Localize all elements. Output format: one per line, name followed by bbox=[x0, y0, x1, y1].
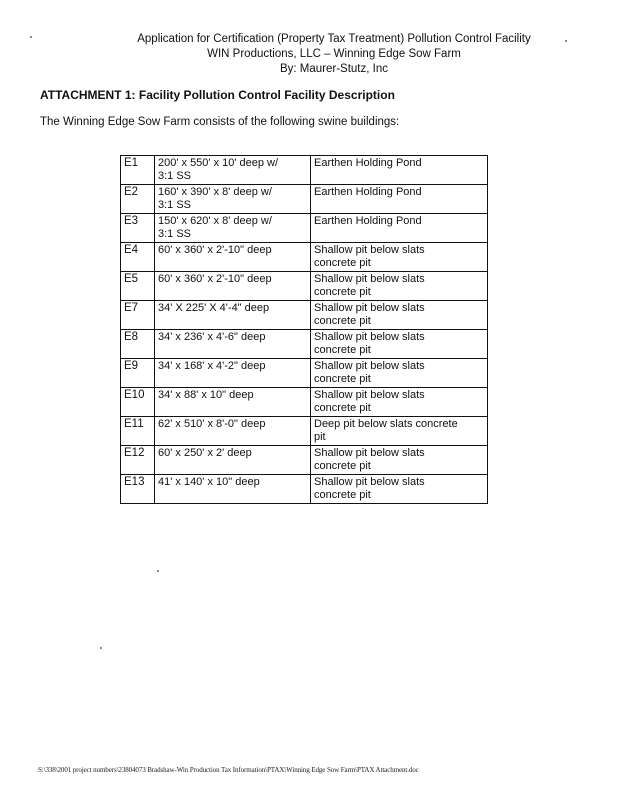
header-title: Application for Certification (Property Tax Treatment) Pollution Control Facility bbox=[137, 33, 531, 45]
dimensions-cell bbox=[155, 214, 311, 243]
cell-line: E1 bbox=[124, 157, 139, 169]
cell-line: concrete pit bbox=[314, 286, 371, 298]
table-row bbox=[121, 330, 488, 359]
pit-type-cell bbox=[311, 446, 488, 475]
dimensions-cell bbox=[155, 475, 311, 504]
table-row bbox=[121, 301, 488, 330]
cell-line: pit bbox=[314, 431, 326, 443]
cell-line: Earthen Holding Pond bbox=[314, 186, 422, 198]
cell-line: E10 bbox=[124, 389, 145, 401]
table-row bbox=[121, 272, 488, 301]
cell-line: concrete pit bbox=[314, 402, 371, 414]
cell-line: 60' x 360' x 2'-10" deep bbox=[158, 244, 272, 256]
pit-type-cell bbox=[311, 359, 488, 388]
intro-text: The Winning Edge Sow Farm consists of the following swine buildings: bbox=[40, 116, 400, 128]
dimensions-cell bbox=[155, 185, 311, 214]
attachment-title: ATTACHMENT 1: Facility Pollution Control Facility Description bbox=[40, 88, 395, 102]
cell-line: concrete pit bbox=[314, 344, 371, 356]
pit-type-cell bbox=[311, 417, 488, 446]
dimensions-cell bbox=[155, 388, 311, 417]
facility-id-cell bbox=[121, 359, 155, 388]
cell-line: E4 bbox=[124, 244, 139, 256]
cell-line: Shallow pit below slats bbox=[314, 244, 425, 256]
cell-line: Shallow pit below slats bbox=[314, 360, 425, 372]
cell-line: 3:1 SS bbox=[158, 228, 192, 240]
cell-line: Deep pit below slats concrete bbox=[314, 418, 458, 430]
facility-id-cell bbox=[121, 243, 155, 272]
cell-line: 3:1 SS bbox=[158, 170, 192, 182]
cell-line: Shallow pit below slats bbox=[314, 389, 425, 401]
cell-line: 200' x 550' x 10' deep w/ bbox=[158, 157, 279, 169]
scan-speck bbox=[565, 40, 567, 42]
table-row bbox=[121, 417, 488, 446]
facility-id-cell bbox=[121, 417, 155, 446]
cell-line: E5 bbox=[124, 273, 139, 285]
cell-line: concrete pit bbox=[314, 489, 371, 501]
cell-line: E8 bbox=[124, 331, 139, 343]
cell-line: Shallow pit below slats bbox=[314, 302, 425, 314]
scan-speck bbox=[30, 36, 32, 38]
facility-id-cell bbox=[121, 156, 155, 185]
pit-type-cell bbox=[311, 272, 488, 301]
table-row bbox=[121, 156, 488, 185]
cell-line: Earthen Holding Pond bbox=[314, 157, 422, 169]
cell-line: concrete pit bbox=[314, 257, 371, 269]
facility-id-cell bbox=[121, 272, 155, 301]
facility-id-cell bbox=[121, 214, 155, 243]
dimensions-cell bbox=[155, 417, 311, 446]
facility-table bbox=[120, 155, 488, 504]
document-header bbox=[0, 32, 618, 77]
pit-type-cell bbox=[311, 243, 488, 272]
dimensions-cell bbox=[155, 330, 311, 359]
dimensions-cell bbox=[155, 301, 311, 330]
pit-type-cell bbox=[311, 330, 488, 359]
pit-type-cell bbox=[311, 301, 488, 330]
cell-line: concrete pit bbox=[314, 373, 371, 385]
cell-line: E12 bbox=[124, 447, 145, 459]
table-row bbox=[121, 446, 488, 475]
dimensions-cell bbox=[155, 272, 311, 301]
facility-id-cell bbox=[121, 330, 155, 359]
header-author: By: Maurer-Stutz, Inc bbox=[279, 63, 388, 75]
facility-id-cell bbox=[121, 301, 155, 330]
cell-line: 62' x 510' x 8'-0" deep bbox=[158, 418, 266, 430]
cell-line: concrete pit bbox=[314, 315, 371, 327]
scan-speck bbox=[157, 570, 159, 572]
facility-id-cell bbox=[121, 475, 155, 504]
cell-line: 150' x 620' x 8' deep w/ bbox=[158, 215, 272, 227]
table-row bbox=[121, 243, 488, 272]
facility-id-cell bbox=[121, 185, 155, 214]
pit-type-cell bbox=[311, 156, 488, 185]
table-row bbox=[121, 185, 488, 214]
facility-id-cell bbox=[121, 388, 155, 417]
cell-line: 41' x 140' x 10" deep bbox=[158, 476, 260, 488]
cell-line: Earthen Holding Pond bbox=[314, 215, 422, 227]
cell-line: E11 bbox=[124, 418, 144, 430]
pit-type-cell bbox=[311, 185, 488, 214]
pit-type-cell bbox=[311, 388, 488, 417]
cell-line: 160' x 390' x 8' deep w/ bbox=[158, 186, 272, 198]
dimensions-cell bbox=[155, 156, 311, 185]
table-row bbox=[121, 359, 488, 388]
table-row bbox=[121, 214, 488, 243]
file-path-footer: S:\338\2001 project numbers\23804073 Bradshaw-Win Production Tax Information\PTAX\Winning Edge Sow Farm\PTAX Attachment.doc bbox=[38, 766, 419, 774]
cell-line: E2 bbox=[124, 186, 139, 198]
table-row bbox=[121, 475, 488, 504]
cell-line: 60' x 250' x 2' deep bbox=[158, 447, 252, 459]
cell-line: Shallow pit below slats bbox=[314, 447, 425, 459]
cell-line: concrete pit bbox=[314, 460, 371, 472]
dimensions-cell bbox=[155, 446, 311, 475]
cell-line: Shallow pit below slats bbox=[314, 331, 425, 343]
cell-line: 34' x 88' x 10" deep bbox=[158, 389, 254, 401]
header-company: WIN Productions, LLC – Winning Edge Sow Farm bbox=[207, 48, 461, 60]
pit-type-cell bbox=[311, 475, 488, 504]
cell-line: 34' X 225' X 4'-4" deep bbox=[158, 302, 270, 314]
facility-id-cell bbox=[121, 446, 155, 475]
cell-line: 3:1 SS bbox=[158, 199, 192, 211]
cell-line: 34' x 236' x 4'-6" deep bbox=[158, 331, 266, 343]
cell-line: 60' x 360' x 2'-10" deep bbox=[158, 273, 272, 285]
cell-line: E9 bbox=[124, 360, 139, 372]
dimensions-cell bbox=[155, 243, 311, 272]
dimensions-cell bbox=[155, 359, 311, 388]
cell-line: 34' x 168' x 4'-2" deep bbox=[158, 360, 266, 372]
scan-speck bbox=[100, 647, 102, 649]
cell-line: E7 bbox=[124, 302, 139, 314]
table-row bbox=[121, 388, 488, 417]
cell-line: Shallow pit below slats bbox=[314, 273, 425, 285]
cell-line: E3 bbox=[124, 215, 139, 227]
cell-line: E13 bbox=[124, 476, 145, 488]
cell-line: Shallow pit below slats bbox=[314, 476, 425, 488]
pit-type-cell bbox=[311, 214, 488, 243]
